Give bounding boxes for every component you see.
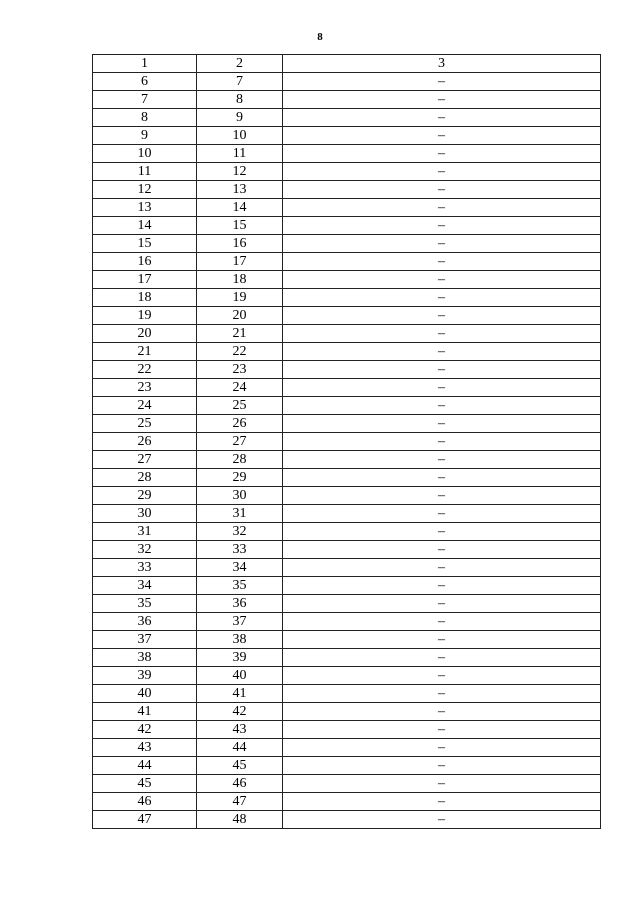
table-cell-col-2: 11 xyxy=(197,145,283,163)
table-cell-col-2: 19 xyxy=(197,289,283,307)
table-cell-col-1: 42 xyxy=(93,721,197,739)
table-row xyxy=(93,505,601,523)
table-cell-col-1: 35 xyxy=(93,595,197,613)
table-cell-col-2: 45 xyxy=(197,757,283,775)
table-cell-col-2: 20 xyxy=(197,307,283,325)
table-header xyxy=(93,55,601,73)
table-cell-col-3: – xyxy=(283,379,601,397)
table-row xyxy=(93,325,601,343)
table-cell-col-2: 17 xyxy=(197,253,283,271)
table-cell-col-1: 6 xyxy=(93,73,197,91)
table-row xyxy=(93,487,601,505)
table-cell-col-2: 31 xyxy=(197,505,283,523)
table-cell-col-3: – xyxy=(283,739,601,757)
table-cell-col-1: 13 xyxy=(93,199,197,217)
table-cell-col-2: 28 xyxy=(197,451,283,469)
table-row xyxy=(93,631,601,649)
table-cell-col-2: 27 xyxy=(197,433,283,451)
table-cell-col-3: – xyxy=(283,145,601,163)
table-cell-col-3: – xyxy=(283,343,601,361)
table-cell-col-1: 20 xyxy=(93,325,197,343)
table-cell-col-3: – xyxy=(283,523,601,541)
table-cell-col-1: 10 xyxy=(93,145,197,163)
table-cell-col-1: 27 xyxy=(93,451,197,469)
table-row xyxy=(93,433,601,451)
table-cell-col-1: 39 xyxy=(93,667,197,685)
table-cell-col-1: 14 xyxy=(93,217,197,235)
table-cell-col-3: – xyxy=(283,109,601,127)
table-cell-col-1: 19 xyxy=(93,307,197,325)
table-cell-col-3: – xyxy=(283,307,601,325)
data-table xyxy=(92,54,601,829)
table-cell-col-2: 21 xyxy=(197,325,283,343)
table-cell-col-3: – xyxy=(283,199,601,217)
table-cell-col-3: – xyxy=(283,127,601,145)
table-cell-col-3: – xyxy=(283,415,601,433)
table-cell-col-3: – xyxy=(283,271,601,289)
table-cell-col-3: – xyxy=(283,325,601,343)
table-cell-col-2: 32 xyxy=(197,523,283,541)
table-cell-col-2: 36 xyxy=(197,595,283,613)
table-cell-col-3: – xyxy=(283,253,601,271)
table-row xyxy=(93,451,601,469)
table-cell-col-1: 41 xyxy=(93,703,197,721)
table-cell-col-1: 23 xyxy=(93,379,197,397)
table-cell-col-2: 13 xyxy=(197,181,283,199)
table-cell-col-2: 38 xyxy=(197,631,283,649)
table-cell-col-3: – xyxy=(283,235,601,253)
table-row xyxy=(93,127,601,145)
table-cell-col-1: 26 xyxy=(93,433,197,451)
table-row xyxy=(93,469,601,487)
table-cell-col-2: 34 xyxy=(197,559,283,577)
table-row xyxy=(93,541,601,559)
table-cell-col-3: – xyxy=(283,181,601,199)
table-cell-col-3: – xyxy=(283,505,601,523)
table-cell-col-1: 12 xyxy=(93,181,197,199)
table-cell-col-2: 47 xyxy=(197,793,283,811)
table-cell-col-1: 34 xyxy=(93,577,197,595)
column-header-1: 1 xyxy=(93,55,197,73)
table-cell-col-2: 8 xyxy=(197,91,283,109)
table-cell-col-3: – xyxy=(283,649,601,667)
table-row xyxy=(93,217,601,235)
table-row xyxy=(93,109,601,127)
table-cell-col-2: 35 xyxy=(197,577,283,595)
table-row xyxy=(93,253,601,271)
table-cell-col-1: 47 xyxy=(93,811,197,829)
table-row xyxy=(93,361,601,379)
table-cell-col-1: 21 xyxy=(93,343,197,361)
page-number: 8 xyxy=(317,31,323,43)
table-cell-col-1: 15 xyxy=(93,235,197,253)
table-row xyxy=(93,703,601,721)
table-cell-col-2: 9 xyxy=(197,109,283,127)
table-cell-col-2: 41 xyxy=(197,685,283,703)
table-cell-col-3: – xyxy=(283,703,601,721)
table-row xyxy=(93,757,601,775)
table-cell-col-1: 36 xyxy=(93,613,197,631)
table-row xyxy=(93,163,601,181)
table-header-row xyxy=(93,55,601,73)
table-row xyxy=(93,289,601,307)
table-row xyxy=(93,667,601,685)
table-row xyxy=(93,739,601,757)
table-cell-col-1: 22 xyxy=(93,361,197,379)
table-cell-col-2: 23 xyxy=(197,361,283,379)
table-cell-col-2: 42 xyxy=(197,703,283,721)
table-cell-col-2: 44 xyxy=(197,739,283,757)
table-cell-col-1: 33 xyxy=(93,559,197,577)
table-cell-col-3: – xyxy=(283,433,601,451)
table-row xyxy=(93,307,601,325)
table-cell-col-1: 24 xyxy=(93,397,197,415)
table-cell-col-3: – xyxy=(283,595,601,613)
table-cell-col-1: 43 xyxy=(93,739,197,757)
table-row xyxy=(93,613,601,631)
table-cell-col-2: 30 xyxy=(197,487,283,505)
table-cell-col-2: 18 xyxy=(197,271,283,289)
table-cell-col-1: 28 xyxy=(93,469,197,487)
table-row xyxy=(93,595,601,613)
table-row xyxy=(93,271,601,289)
table-cell-col-3: – xyxy=(283,667,601,685)
table-row xyxy=(93,73,601,91)
table-cell-col-2: 10 xyxy=(197,127,283,145)
table-row xyxy=(93,721,601,739)
table-cell-col-3: – xyxy=(283,451,601,469)
table-cell-col-2: 16 xyxy=(197,235,283,253)
table-row xyxy=(93,181,601,199)
table-cell-col-3: – xyxy=(283,163,601,181)
table-cell-col-1: 7 xyxy=(93,91,197,109)
table-row xyxy=(93,397,601,415)
table-cell-col-3: – xyxy=(283,487,601,505)
table-row xyxy=(93,235,601,253)
table-cell-col-3: – xyxy=(283,397,601,415)
table-row xyxy=(93,91,601,109)
table-cell-col-3: – xyxy=(283,631,601,649)
table-cell-col-2: 46 xyxy=(197,775,283,793)
table-row xyxy=(93,649,601,667)
table-row xyxy=(93,811,601,829)
table-cell-col-3: – xyxy=(283,757,601,775)
table-cell-col-2: 40 xyxy=(197,667,283,685)
table-cell-col-3: – xyxy=(283,811,601,829)
table-cell-col-2: 48 xyxy=(197,811,283,829)
table-cell-col-3: – xyxy=(283,775,601,793)
table-cell-col-3: – xyxy=(283,541,601,559)
table-cell-col-1: 25 xyxy=(93,415,197,433)
table-cell-col-2: 37 xyxy=(197,613,283,631)
table-cell-col-2: 14 xyxy=(197,199,283,217)
column-header-3: 3 xyxy=(283,55,601,73)
table-row xyxy=(93,577,601,595)
table-cell-col-3: – xyxy=(283,289,601,307)
table-cell-col-2: 43 xyxy=(197,721,283,739)
table-cell-col-3: – xyxy=(283,577,601,595)
table-row xyxy=(93,379,601,397)
table-cell-col-2: 22 xyxy=(197,343,283,361)
table-cell-col-1: 11 xyxy=(93,163,197,181)
table-cell-col-2: 39 xyxy=(197,649,283,667)
table-cell-col-3: – xyxy=(283,73,601,91)
table-cell-col-1: 37 xyxy=(93,631,197,649)
table-cell-col-1: 9 xyxy=(93,127,197,145)
table-body xyxy=(93,73,601,829)
table-row xyxy=(93,343,601,361)
table-cell-col-1: 40 xyxy=(93,685,197,703)
table-cell-col-3: – xyxy=(283,469,601,487)
table-cell-col-3: – xyxy=(283,217,601,235)
table-row xyxy=(93,685,601,703)
table-cell-col-1: 17 xyxy=(93,271,197,289)
table-row xyxy=(93,145,601,163)
table-cell-col-1: 18 xyxy=(93,289,197,307)
table-cell-col-1: 30 xyxy=(93,505,197,523)
table-cell-col-3: – xyxy=(283,685,601,703)
table-cell-col-3: – xyxy=(283,721,601,739)
table-cell-col-2: 24 xyxy=(197,379,283,397)
table-cell-col-1: 8 xyxy=(93,109,197,127)
table-cell-col-1: 44 xyxy=(93,757,197,775)
table-cell-col-2: 29 xyxy=(197,469,283,487)
table-cell-col-2: 12 xyxy=(197,163,283,181)
table-row xyxy=(93,775,601,793)
table-row xyxy=(93,415,601,433)
table-cell-col-2: 7 xyxy=(197,73,283,91)
table-cell-col-2: 15 xyxy=(197,217,283,235)
table-cell-col-2: 26 xyxy=(197,415,283,433)
table-cell-col-1: 32 xyxy=(93,541,197,559)
table-cell-col-3: – xyxy=(283,361,601,379)
table-cell-col-3: – xyxy=(283,559,601,577)
table-cell-col-2: 33 xyxy=(197,541,283,559)
table-cell-col-2: 25 xyxy=(197,397,283,415)
table-row xyxy=(93,559,601,577)
table-cell-col-1: 31 xyxy=(93,523,197,541)
table-cell-col-3: – xyxy=(283,793,601,811)
table-cell-col-1: 38 xyxy=(93,649,197,667)
table-cell-col-3: – xyxy=(283,613,601,631)
table-row xyxy=(93,523,601,541)
table-cell-col-1: 16 xyxy=(93,253,197,271)
column-header-2: 2 xyxy=(197,55,283,73)
table-cell-col-3: – xyxy=(283,91,601,109)
table-cell-col-1: 46 xyxy=(93,793,197,811)
table-row xyxy=(93,793,601,811)
table-cell-col-1: 29 xyxy=(93,487,197,505)
table-cell-col-1: 45 xyxy=(93,775,197,793)
table-row xyxy=(93,199,601,217)
